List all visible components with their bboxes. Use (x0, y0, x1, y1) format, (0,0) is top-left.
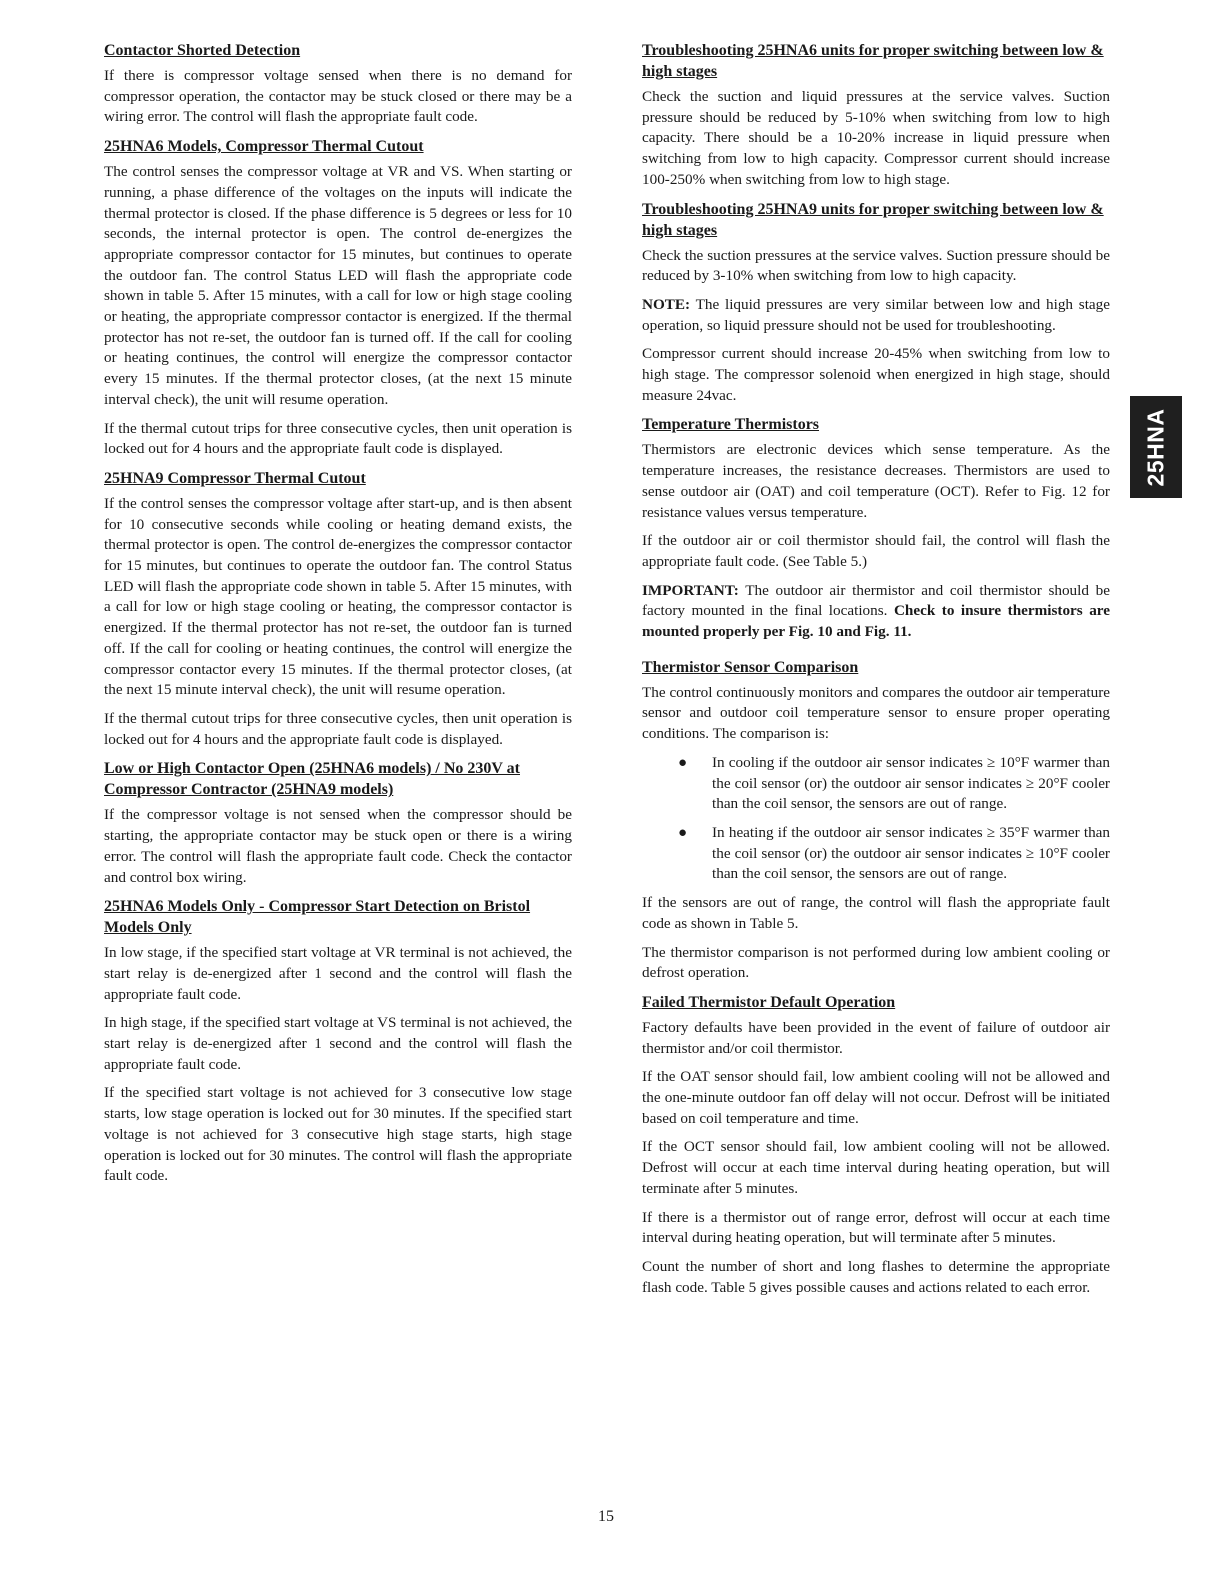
list-item-text: In cooling if the outdoor air sensor indicates ≥ 10°F warmer than the coil sensor (or) the outdoor air sensor indicates ≥ 20°F cooler than the coil sensor, the sensors are out of range. (712, 753, 1110, 813)
bullet-icon: ● (678, 824, 688, 841)
note-paragraph (642, 295, 1110, 336)
important-label: IMPORTANT: (642, 581, 739, 599)
paragraph: Check the suction and liquid pressures at the service valves. Suction pressure should be reduced by 5-10% when switching from low to high capacity. There should be a 10-20% increase in liquid pressure when switching from low to high capacity. Compressor current should increase 100-250% when switching from low to high stage. (642, 88, 1110, 188)
paragraph: If there is a thermistor out of range error, defrost will occur at each time interval during heating operation, but will terminate after 5 minutes. (642, 1208, 1110, 1247)
paragraph: If the compressor voltage is not sensed when the compressor should be starting, the appropriate contactor may be stuck open or there is a wiring error. The control will flash the appropriate fault code. Check the contactor and control box wiring. (104, 806, 572, 886)
note-label: NOTE: (642, 295, 691, 313)
paragraph: If the thermal cutout trips for three consecutive cycles, then unit operation is locked out for 4 hours and the appropriate fault code is displayed. (104, 709, 572, 748)
section-heading: Contactor Shorted Detection (104, 42, 301, 59)
paragraph: If the control senses the compressor voltage after start-up, and is then absent for 10 consecutive seconds while cooling or heating demand exists, the thermal protector is open. The control de-energizes the compressor contactor for 15 minutes, but continues to operate the outdoor fan. The control Status LED will flash the appropriate code shown in table 5. After 15 minutes, with a call for low or high stage cooling or heating, the compressor contactor is energized. If the thermal protector has not re-set, the outdoor fan is turned off. If the call for cooling or heating continues, the control will energize the compressor contactor every 15 minutes. If the thermal protector closes, (at the next 15 minute interval check), the unit will resume operation. (104, 494, 572, 699)
section-heading: Thermistor Sensor Comparison (642, 658, 859, 676)
paragraph: Check the suction pressures at the service valves. Suction pressure should be reduced by 3-10% when switching from low to high capacity. (642, 246, 1110, 285)
section-start-detection (104, 896, 572, 1187)
paragraph: In low stage, if the specified start voltage at VR terminal is not achieved, the start relay is de-energized after 1 second and the control will flash the appropriate fault code. (104, 944, 572, 1003)
paragraph: If the OCT sensor should fail, low ambient cooling will not be allowed. Defrost will occur at each time interval during heating operation, but will terminate after 5 minutes. (642, 1138, 1110, 1197)
paragraph: If there is compressor voltage sensed when there is no demand for compressor operation, the contactor may be stuck closed or there may be a wiring error. The control will flash the appropriate fault code. (104, 67, 572, 126)
paragraph: Factory defaults have been provided in the event of failure of outdoor air thermistor and/or coil thermistor. (642, 1018, 1110, 1057)
important-paragraph (642, 581, 1110, 643)
section-heading: 25HNA6 Models Only - Compressor Start Detection on Bristol Models Only (104, 898, 531, 937)
paragraph: If the thermal cutout trips for three consecutive cycles, then unit operation is locked out for 4 hours and the appropriate fault code is displayed. (104, 419, 572, 458)
paragraph: The control continuously monitors and compares the outdoor air temperature sensor and outdoor coil temperature sensor to ensure proper operating conditions. The comparison is: (642, 683, 1110, 743)
section-heading: 25HNA6 Models, Compressor Thermal Cutout (104, 138, 424, 156)
paragraph: If the outdoor air or coil thermistor should fail, the control will flash the appropriate fault code. (See Table 5.) (642, 532, 1110, 570)
section-heading: Troubleshooting 25HNA6 units for proper switching between low & high stages (642, 42, 1104, 80)
paragraph: The control senses the compressor voltage at VR and VS. When starting or running, a phase difference of the voltages on the inputs will indicate the thermal protector is closed. If the phase difference is 5 degrees or less for 10 seconds, the internal protector is open. The control de-energizes the appropriate compressor contactor for 15 minutes, but continues to operate the outdoor fan. The control Status LED will flash the appropriate code shown in table 5. After 15 minutes, with a call for low or high stage cooling or heating, the appropriate compressor contactor is energized. If the thermal protector has not re-set, the outdoor fan is turned off. If the call for cooling or heating continues, the control will energize the compressor contactor every 15 minutes. If the thermal protector closes, (at the next 15 minute interval check), the unit will resume operation. (104, 163, 572, 408)
section-heading: 25HNA9 Compressor Thermal Cutout (104, 469, 366, 487)
section-hna6-thermal-cutout (104, 136, 572, 460)
note-text: The liquid pressures are very similar between low and high stage operation, so liquid pressure should not be used for troubleshooting. (642, 295, 1110, 334)
section-hna9-thermal-cutout (104, 468, 572, 750)
section-contactor-open (104, 758, 572, 888)
section-temperature-thermistors (642, 414, 1110, 642)
section-failed-thermistor (642, 992, 1110, 1298)
section-contactor-shorted (104, 40, 572, 128)
list-item-text: In heating if the outdoor air sensor indicates ≥ 35°F warmer than the coil sensor (or) the outdoor air sensor indicates ≥ 10°F cooler than the coil sensor, the sensors are out of range. (712, 823, 1110, 883)
section-heading: Low or High Contactor Open (25HNA6 models) / No 230V at Compressor Contractor (25HNA9 models) (104, 760, 520, 799)
bullet-icon: ● (678, 754, 688, 771)
right-column (642, 40, 1110, 1306)
paragraph: In high stage, if the specified start voltage at VS terminal is not achieved, the start relay is de-energized after 1 second and the control will flash the appropriate fault code. (104, 1014, 572, 1073)
paragraph: If the sensors are out of range, the control will flash the appropriate fault code as shown in Table 5. (642, 894, 1110, 932)
side-tab-label: 25HNA (1142, 408, 1169, 486)
paragraph: If the specified start voltage is not achieved for 3 consecutive low stage starts, low stage operation is locked out for 30 minutes. If the specified start voltage is not achieved for 3 consecutive high stage starts, high stage operation is locked out for 30 minutes. The control will flash the appropriate fault code. (104, 1084, 572, 1185)
bullet-list (642, 753, 1110, 885)
section-heading: Troubleshooting 25HNA9 units for proper switching between low & high stages (642, 200, 1104, 239)
paragraph: Thermistors are electronic devices which sense temperature. As the temperature increases, the resistance decreases. Thermistors are used to sense outdoor air (OAT) and coil temperature (OCT). Refer to Fig. 12 for resistance values versus temperature. (642, 441, 1110, 521)
important-emphasis: Check to insure thermistors are mounted properly per Fig. 10 and Fig. 11. (642, 602, 1110, 641)
list-item (642, 753, 1110, 815)
left-column (104, 40, 572, 1195)
paragraph: The thermistor comparison is not performed during low ambient cooling or defrost operation. (642, 943, 1110, 982)
section-troubleshooting-hna9 (642, 199, 1110, 407)
section-thermistor-sensor-comparison (642, 657, 1110, 984)
page-number: 15 (598, 1508, 614, 1525)
side-tab (1130, 396, 1182, 498)
section-troubleshooting-hna6 (642, 40, 1110, 191)
paragraph: If the OAT sensor should fail, low ambient cooling will not be allowed and the one-minute outdoor fan off delay will not occur. Defrost will be initiated based on coil temperature and time. (642, 1068, 1110, 1127)
section-heading: Temperature Thermistors (642, 416, 820, 434)
list-item (642, 823, 1110, 885)
paragraph: Compressor current should increase 20-45% when switching from low to high stage. The compressor solenoid when energized in high stage, should measure 24vac. (642, 345, 1110, 404)
paragraph: Count the number of short and long flashes to determine the appropriate flash code. Table 5 gives possible causes and actions related to each error. (642, 1257, 1110, 1296)
important-text: The outdoor air thermistor and coil thermistor should be factory mounted in the final locations. (642, 581, 1110, 620)
section-heading: Failed Thermistor Default Operation (642, 993, 896, 1011)
